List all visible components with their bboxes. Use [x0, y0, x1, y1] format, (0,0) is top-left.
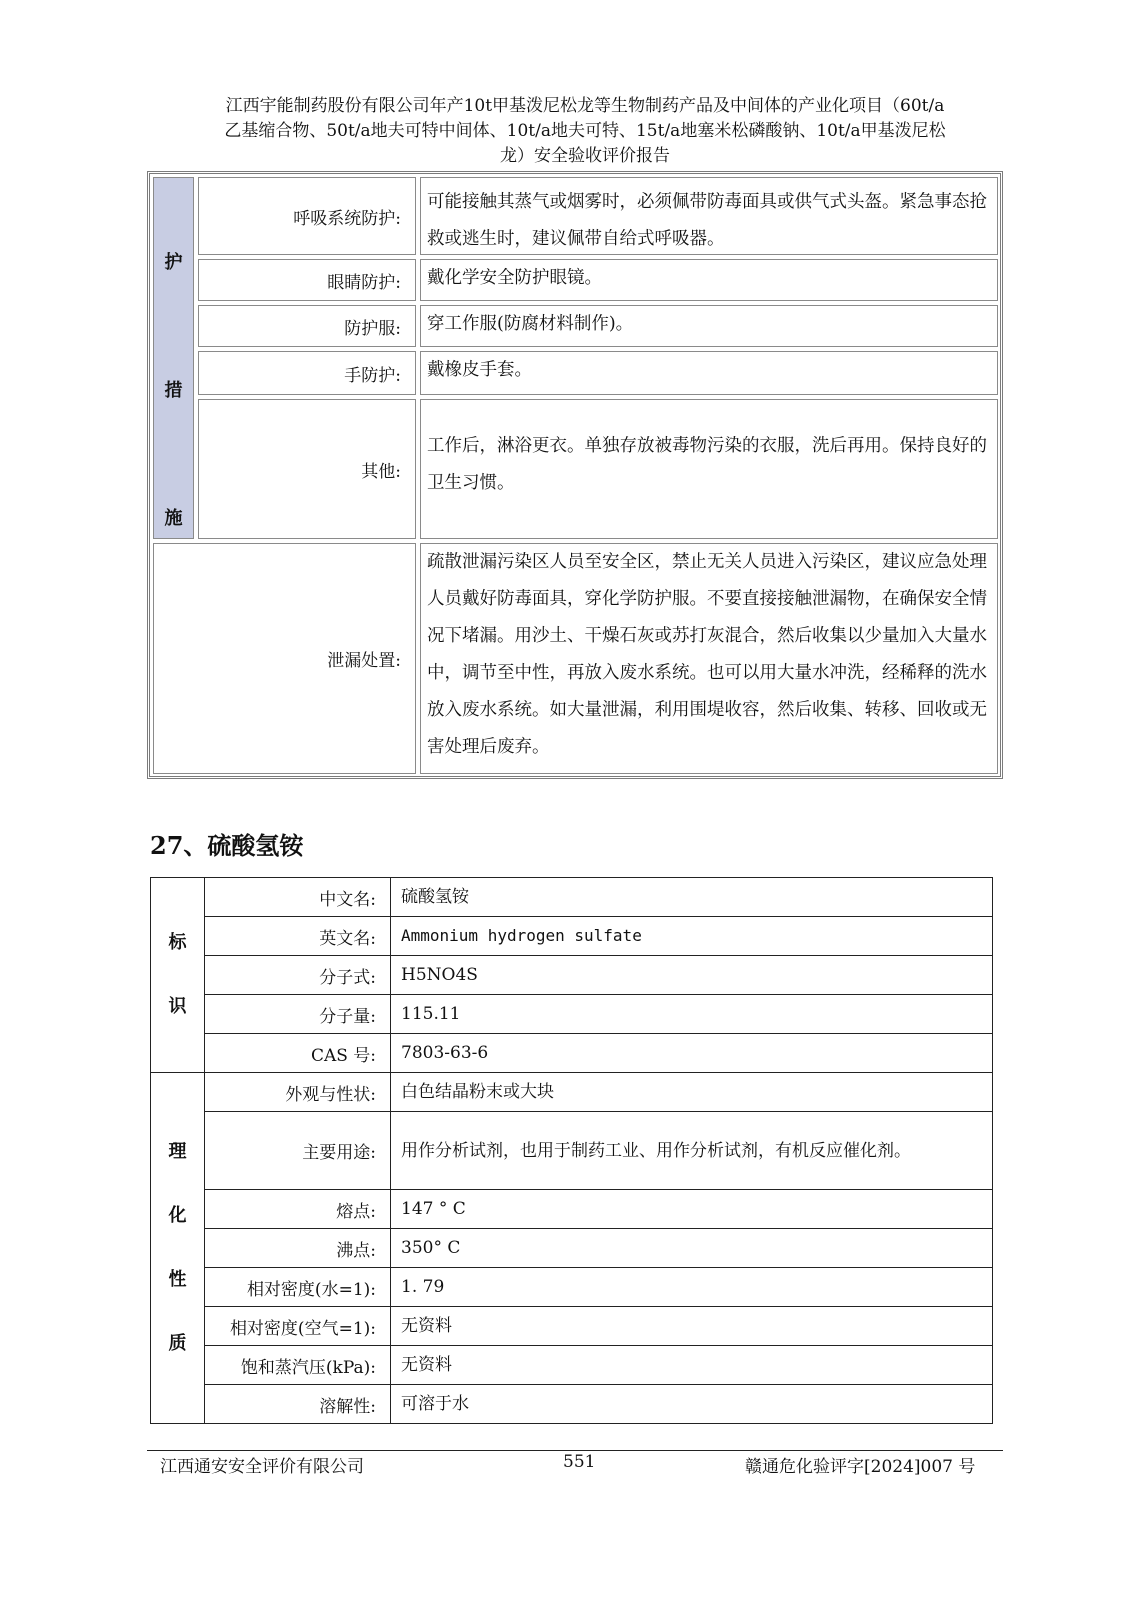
field-value: 7803-63-6 — [391, 1034, 993, 1073]
field-label: 中文名: — [205, 878, 391, 917]
table-row — [151, 878, 993, 917]
row-label: 其他: — [198, 399, 416, 539]
header-line-3: 龙）安全验收评价报告 — [500, 146, 670, 166]
header-line-2: 乙基缩合物、50t/a地夫可特中间体、10t/a地夫可特、15t/a地塞米松磷酸钠、10t/a甲基泼尼松 — [224, 121, 946, 141]
field-label: CAS 号: — [205, 1034, 391, 1073]
group-char: 性 — [168, 1269, 187, 1290]
table-row — [151, 1307, 993, 1346]
table-row — [151, 1190, 993, 1229]
table-row — [151, 1346, 993, 1385]
substance-table — [150, 877, 993, 1424]
field-label: 沸点: — [205, 1229, 391, 1268]
row-label: 防护服: — [198, 305, 416, 347]
table-row — [151, 1229, 993, 1268]
spill-value: 疏散泄漏污染区人员至安全区，禁止无关人员进入污染区，建议应急处理人员戴好防毒面具，穿化学防护服。不要直接接触泄漏物，在确保安全情况下堵漏。用沙土、干燥石灰或苏打灰混合，然后收集以少量加入大量水中，调节至中性，再放入废水系统。也可以用大量水冲洗，经稀释的洗水放入废水系统。如大量泄漏，利用围堤收容，然后收集、转移、回收或无害处理后废弃。 — [420, 543, 998, 774]
field-label: 外观与性状: — [205, 1073, 391, 1112]
field-value: 无资料 — [391, 1307, 993, 1346]
table-row — [151, 1034, 993, 1073]
table-row — [151, 956, 993, 995]
group-label-protective-measures — [153, 177, 194, 539]
group-char: 理 — [168, 1141, 187, 1162]
table-row — [151, 1112, 993, 1190]
field-label: 相对密度(空气=1): — [205, 1307, 391, 1346]
group-label-identification — [151, 878, 205, 1073]
section-title: 27、硫酸氢铵 — [150, 831, 304, 860]
row-label: 呼吸系统防护: — [198, 177, 416, 255]
row-value: 穿工作服(防腐材料制作)。 — [420, 305, 998, 347]
field-value: 白色结晶粉末或大块 — [391, 1073, 993, 1112]
spill-label: 泄漏处置: — [153, 543, 416, 774]
table-row — [151, 1073, 993, 1112]
group-char: 标 — [168, 932, 187, 953]
group-char: 措 — [164, 380, 183, 401]
row-value: 戴橡皮手套。 — [420, 351, 998, 395]
field-label: 溶解性: — [205, 1385, 391, 1424]
field-label: 饱和蒸汽压(kPa): — [205, 1346, 391, 1385]
table-row — [151, 917, 993, 956]
field-value: 1. 79 — [391, 1268, 993, 1307]
footer-divider — [147, 1450, 1003, 1451]
group-char: 护 — [164, 252, 183, 273]
group-char: 质 — [168, 1333, 187, 1354]
field-value: 可溶于水 — [391, 1385, 993, 1424]
group-char: 识 — [168, 996, 187, 1017]
field-value: H5NO4S — [391, 956, 993, 995]
page-number: 551 — [563, 1452, 596, 1472]
field-value: Ammonium hydrogen sulfate — [391, 917, 993, 956]
table-row — [151, 1268, 993, 1307]
field-value: 115.11 — [391, 995, 993, 1034]
field-label: 分子式: — [205, 956, 391, 995]
header-line-1: 江西宇能制药股份有限公司年产10t甲基泼尼松龙等生物制药产品及中间体的产业化项目（60t/a — [225, 96, 945, 116]
row-label: 手防护: — [198, 351, 416, 395]
group-char: 施 — [164, 508, 183, 529]
field-label: 相对密度(水=1): — [205, 1268, 391, 1307]
field-value: 147 ° C — [391, 1190, 993, 1229]
group-char: 化 — [168, 1205, 187, 1226]
report-header — [160, 94, 1010, 169]
row-label: 眼睛防护: — [198, 259, 416, 301]
protective-measures-table — [147, 171, 1003, 779]
footer-report-number: 赣通危化验评字[2024]007 号 — [745, 1457, 976, 1477]
table-row — [151, 1385, 993, 1424]
group-label-physicochemical — [151, 1073, 205, 1424]
field-value: 用作分析试剂，也用于制药工业、用作分析试剂，有机反应催化剂。 — [391, 1112, 993, 1190]
field-label: 分子量: — [205, 995, 391, 1034]
row-value: 工作后，淋浴更衣。单独存放被毒物污染的衣服，洗后再用。保持良好的卫生习惯。 — [420, 399, 998, 539]
field-value: 无资料 — [391, 1346, 993, 1385]
field-label: 主要用途: — [205, 1112, 391, 1190]
field-value: 硫酸氢铵 — [391, 878, 993, 917]
field-label: 英文名: — [205, 917, 391, 956]
field-label: 熔点: — [205, 1190, 391, 1229]
footer-company: 江西通安安全评价有限公司 — [160, 1457, 364, 1477]
row-value: 戴化学安全防护眼镜。 — [420, 259, 998, 301]
field-value: 350° C — [391, 1229, 993, 1268]
row-value: 可能接触其蒸气或烟雾时，必须佩带防毒面具或供气式头盔。紧急事态抢救或逃生时，建议佩带自给式呼吸器。 — [420, 177, 998, 255]
table-row — [151, 995, 993, 1034]
